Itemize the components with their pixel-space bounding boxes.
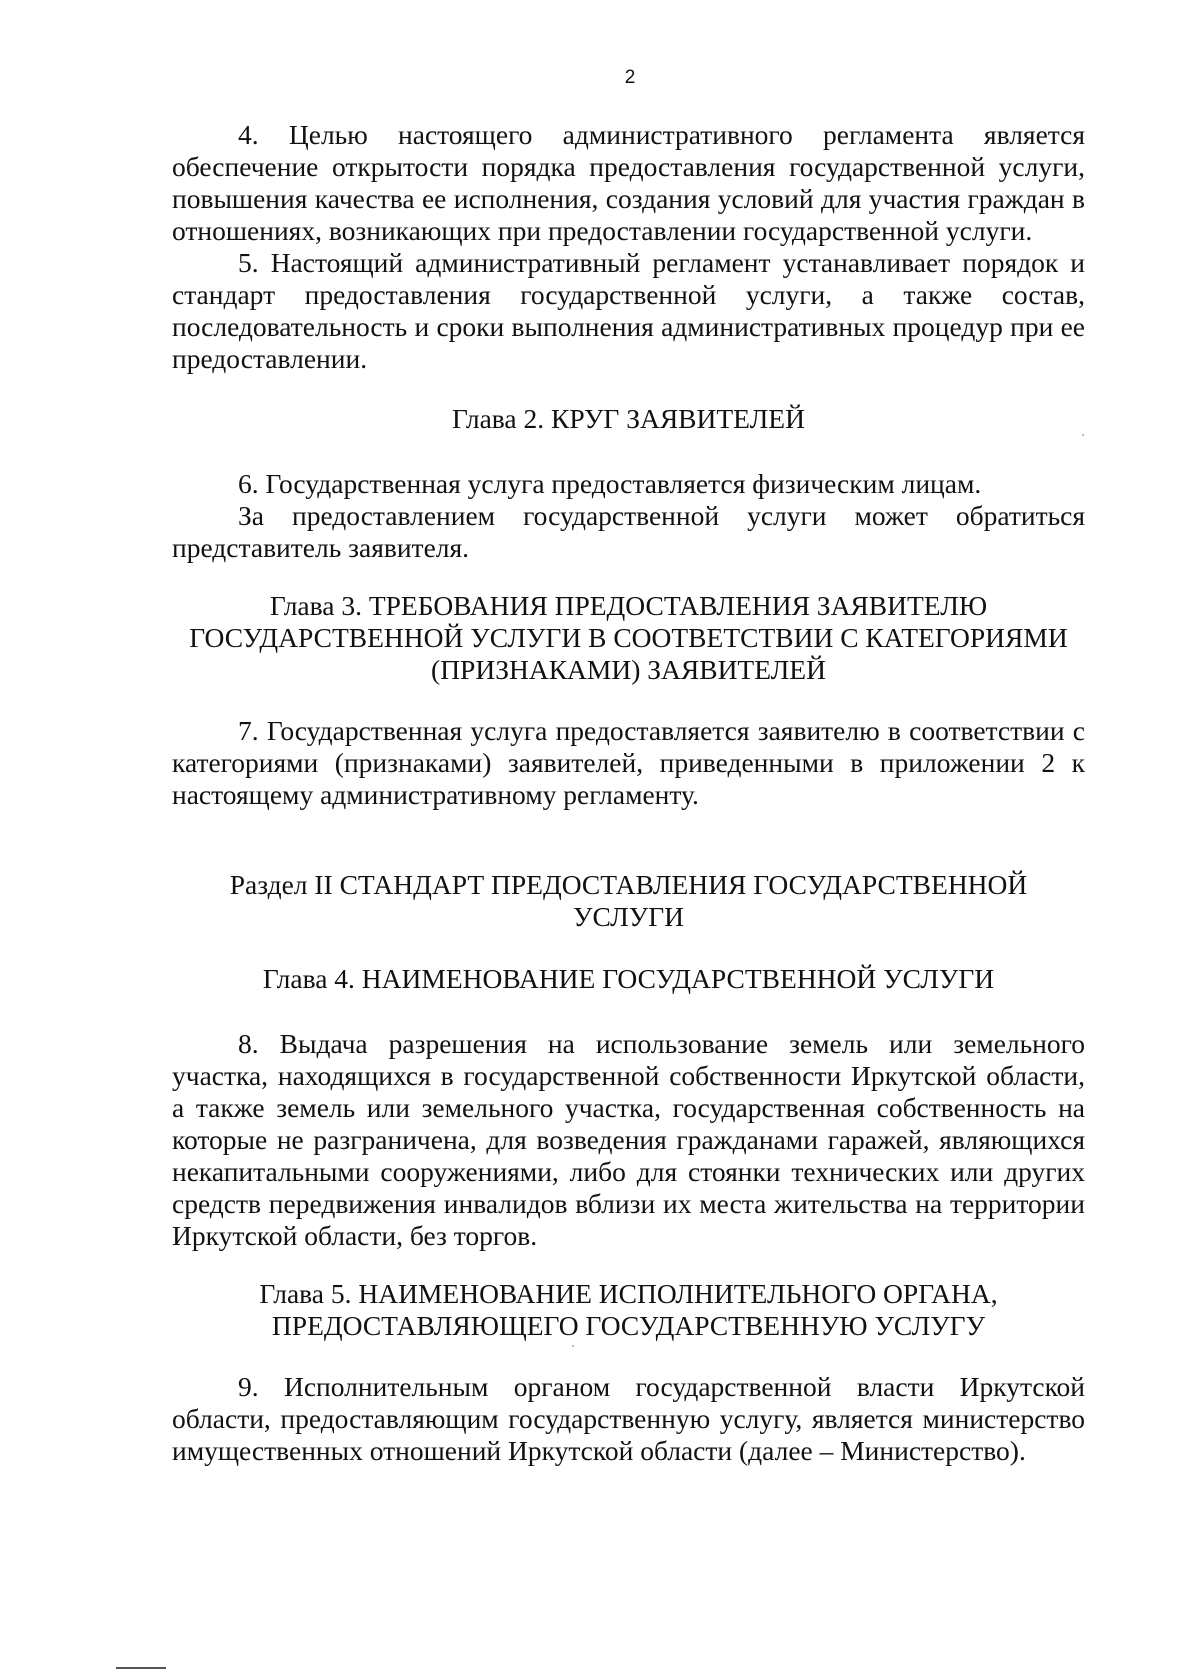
paragraph-5 <box>172 247 1085 375</box>
chapter-3-title-line-3: (ПРИЗНАКАМИ) ЗАЯВИТЕЛЕЙ <box>431 654 826 685</box>
section-2-heading <box>172 869 1085 933</box>
paragraph-8-text: 8. Выдача разрешения на использование земель или земельного участка, находящихся в государственной собственности Иркутской области, а также земель или земельного участка, государственная собственность на которые не разграничена, для возведения гражданами гаражей, являющихся некапитальными сооружениями, либо для стоянки технических или других средств передвижения инвалидов вблизи их места жительства на территории Иркутской области, без торгов. <box>172 1028 1085 1251</box>
paragraph-6-text: 6. Государственная услуга предоставляется физическим лицам. <box>238 468 982 499</box>
chapter-4-heading <box>172 963 1085 995</box>
chapter-3-title-line-2: ГОСУДАРСТВЕННОЙ УСЛУГИ В СООТВЕТСТВИИ С КАТЕГОРИЯМИ <box>189 622 1068 653</box>
paragraph-4-text: 4. Целью настоящего административного регламента является обеспечение открытости порядка предоставления государственной услуги, повышения качества ее исполнения, создания условий для участия граждан в отношениях, возникающих при предоставлении государственной услуги. <box>172 119 1085 246</box>
chapter-5-heading <box>172 1278 1085 1342</box>
chapter-5-title-line-1: Глава 5. НАИМЕНОВАНИЕ ИСПОЛНИТЕЛЬНОГО ОРГАНА, <box>259 1278 998 1309</box>
paragraph-9-text: 9. Исполнительным органом государственной власти Иркутской области, предоставляющим государственную услугу, является министерство имущественных отношений Иркутской области (далее – Министерство). <box>172 1371 1085 1466</box>
paragraph-8 <box>172 1028 1085 1252</box>
paragraph-9 <box>172 1371 1085 1467</box>
chapter-2-heading <box>172 403 1085 435</box>
paragraph-6b-text: За предоставлением государственной услуги может обратиться представитель заявителя. <box>172 500 1085 563</box>
scan-edge-mark <box>116 1667 166 1669</box>
chapter-3-title-line-1: Глава 3. ТРЕБОВАНИЯ ПРЕДОСТАВЛЕНИЯ ЗАЯВИТЕЛЮ <box>269 590 988 621</box>
paragraph-4 <box>172 119 1085 247</box>
paragraph-7 <box>172 715 1085 811</box>
chapter-3-title <box>172 590 1085 686</box>
chapter-3-heading <box>172 590 1085 686</box>
scan-speck <box>1082 434 1084 436</box>
scan-speck <box>572 1345 574 1347</box>
paragraph-5-text: 5. Настоящий административный регламент устанавливает порядок и стандарт предоставления государственной услуги, а также состав, последовательность и сроки выполнения административных процедур при ее предоставлении. <box>172 247 1085 374</box>
chapter-5-title <box>172 1278 1085 1342</box>
paragraph-6 <box>172 468 1085 564</box>
chapter-4-title: Глава 4. НАИМЕНОВАНИЕ ГОСУДАРСТВЕННОЙ УСЛУГИ <box>262 963 995 994</box>
page-number: 2 <box>624 67 636 88</box>
chapter-2-title: Глава 2. КРУГ ЗАЯВИТЕЛЕЙ <box>452 403 805 434</box>
section-2-title-line-2: УСЛУГИ <box>572 901 684 932</box>
paragraph-7-text: 7. Государственная услуга предоставляется заявителю в соответствии с категориями (признаками) заявителей, приведенными в приложении 2 к настоящему административному регламенту. <box>172 715 1085 810</box>
chapter-5-title-line-2: ПРЕДОСТАВЛЯЮЩЕГО ГОСУДАРСТВЕННУЮ УСЛУГУ <box>271 1310 986 1341</box>
section-2-title-line-1: Раздел II СТАНДАРТ ПРЕДОСТАВЛЕНИЯ ГОСУДАРСТВЕННОЙ <box>229 869 1028 900</box>
section-2-title <box>172 869 1085 933</box>
